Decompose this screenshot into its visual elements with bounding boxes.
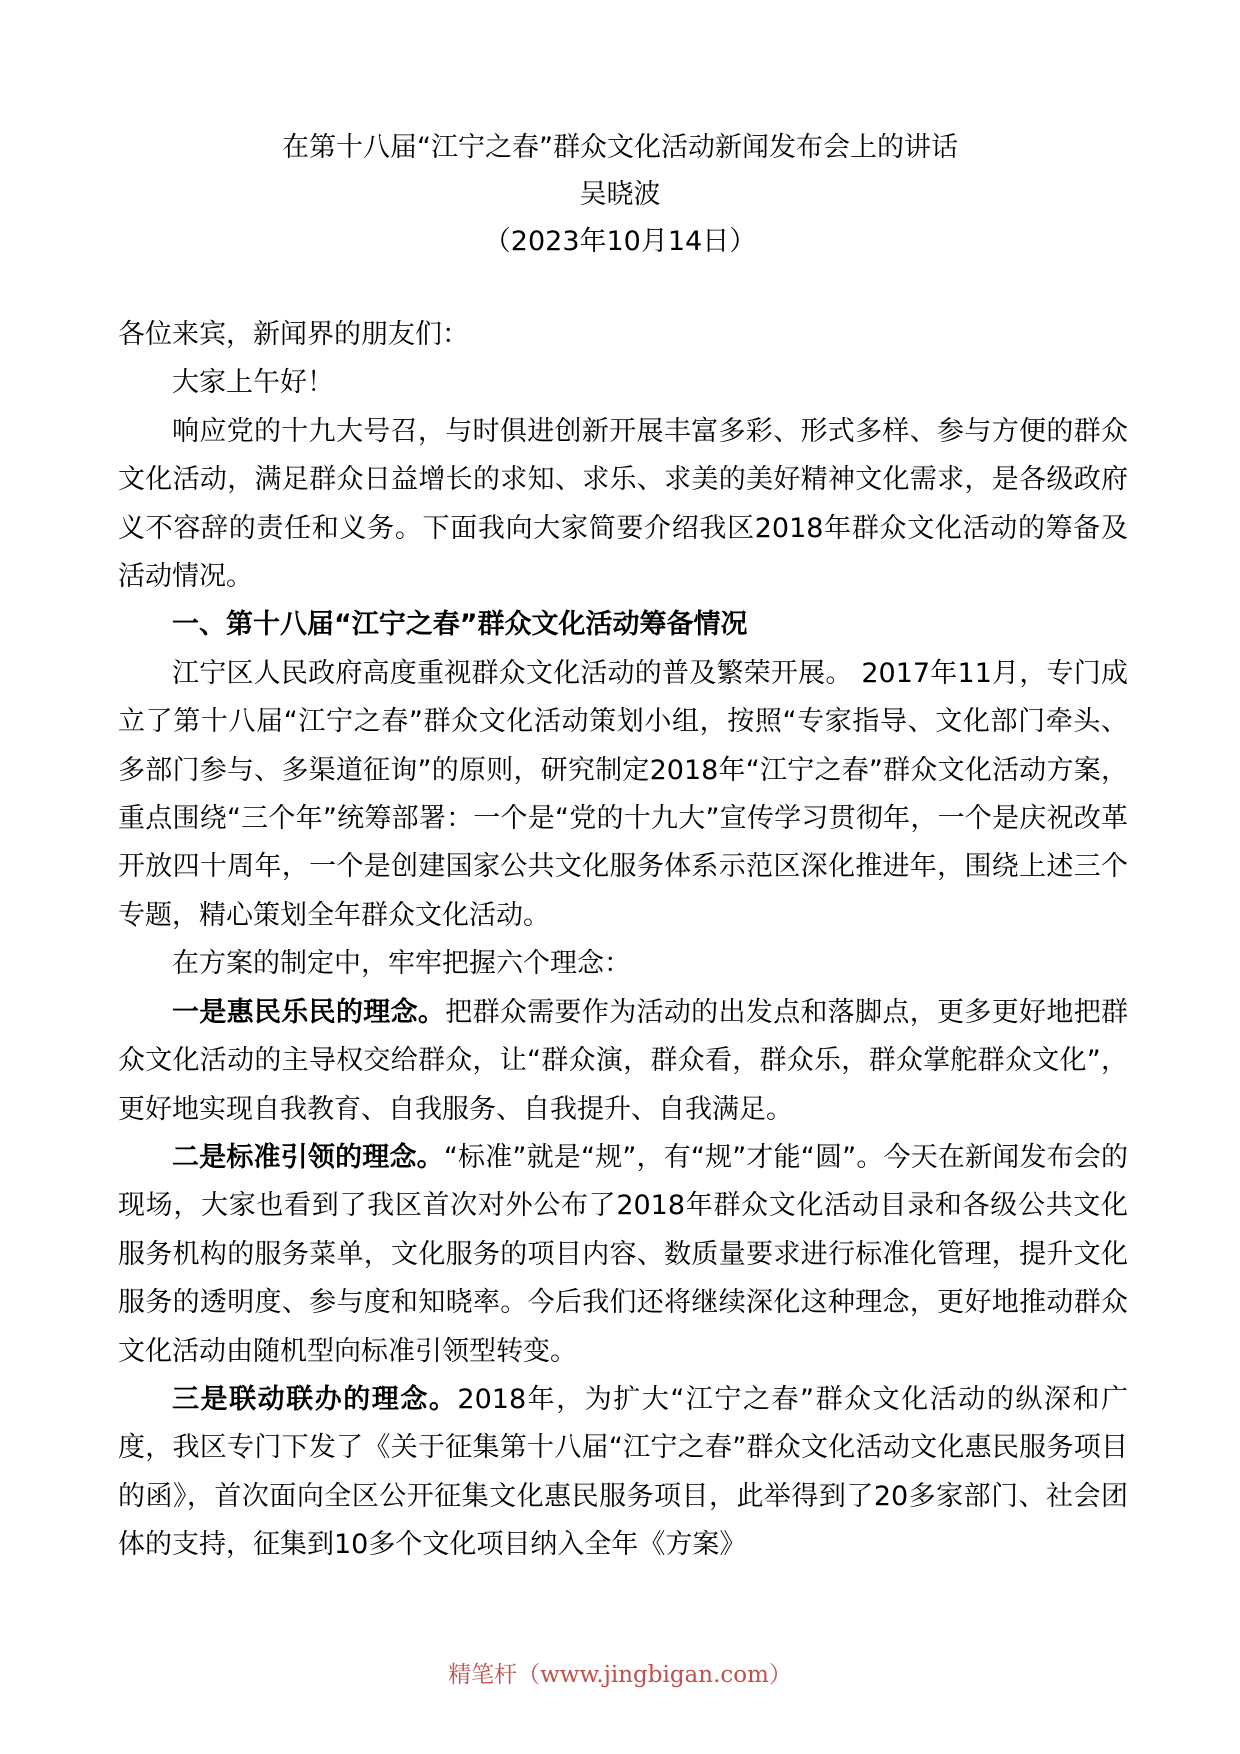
document-date: （2023年10月14日） [483, 226, 757, 257]
greeting: 大家上午好！ [172, 367, 334, 399]
document-author: 吴晓波 [579, 179, 661, 210]
paragraph-six-concepts: 在方案的制定中，牢牢把握六个理念： [172, 948, 631, 980]
concept-3-text: 2018年，为扩大“江宁之春”群众文化活动的纵深和广度，我区专门下发了《关于征集第十八届“江宁之春”群众文化活动文化惠民服务项目的函》，首次面向全区公开征集文化惠民服务项目，此举得到了20多家部门、社会团体的支持，征集到10多个文化项目纳入全年《方案》 [118, 1383, 1128, 1561]
document-body [118, 311, 1128, 1570]
document-title: 在第十八届“江宁之春”群众文化活动新闻发布会上的讲话 [282, 132, 958, 163]
concept-1-lead: 一是惠民乐民的理念。 [172, 996, 446, 1028]
paragraph-concept-1 [118, 989, 1128, 1134]
paragraph-intro: 响应党的十九大号召，与时俱进创新开展丰富多彩、形式多样、参与方便的群众文化活动，满足群众日益增长的求知、求乐、求美的美好精神文化需求，是各级政府义不容辞的责任和义务。下面我向大家简要介绍我区2018年群众文化活动的筹备及活动情况。 [118, 415, 1128, 593]
salutation: 各位来宾，新闻界的朋友们： [118, 319, 469, 350]
paragraph-concept-3 [118, 1376, 1128, 1570]
paragraph-preparation: 江宁区人民政府高度重视群众文化活动的普及繁荣开展。 2017年11月，专门成立了第十八届“江宁之春”群众文化活动策划小组，按照“专家指导、文化部门牵头、多部门参与、多渠道征询”的原则，研究制定2018年“江宁之春”群众文化活动方案，重点围绕“三个年”统筹部署：一个是“党的十九大”宣传学习贯彻年，一个是庆祝改革开放四十周年，一个是创建国家公共文化服务体系示范区深化推进年，围绕上述三个专题，精心策划全年群众文化活动。 [118, 657, 1128, 931]
concept-2-lead: 二是标准引领的理念。 [172, 1141, 444, 1173]
section-heading-1: 一、第十八届“江宁之春”群众文化活动筹备情况 [172, 609, 748, 641]
concept-2-text: “标准”就是“规”，有“规”才能“圆”。今天在新闻发布会的现场，大家也看到了我区首次对外公布了2018年群众文化活动目录和各级公共文化服务机构的服务菜单，文化服务的项目内容、数质量要求进行标准化管理，提升文化服务的透明度、参与度和知晓率。今后我们还将继续深化这种理念，更好地推动群众文化活动由随机型向标准引领型转变。 [118, 1141, 1129, 1367]
paragraph-concept-2 [118, 1134, 1128, 1376]
footer-watermark: 精笔杆（www.jingbigan.com） [448, 1662, 792, 1688]
document-header [0, 124, 1240, 265]
concept-3-lead: 三是联动联办的理念。 [172, 1383, 458, 1415]
concept-1-text: 把群众需要作为活动的出发点和落脚点，更多更好地把群众文化活动的主导权交给群众，让“群众演，群众看，群众乐，群众掌舵群众文化”，更好地实现自我教育、自我服务、自我提升、自我满足。 [118, 996, 1129, 1125]
